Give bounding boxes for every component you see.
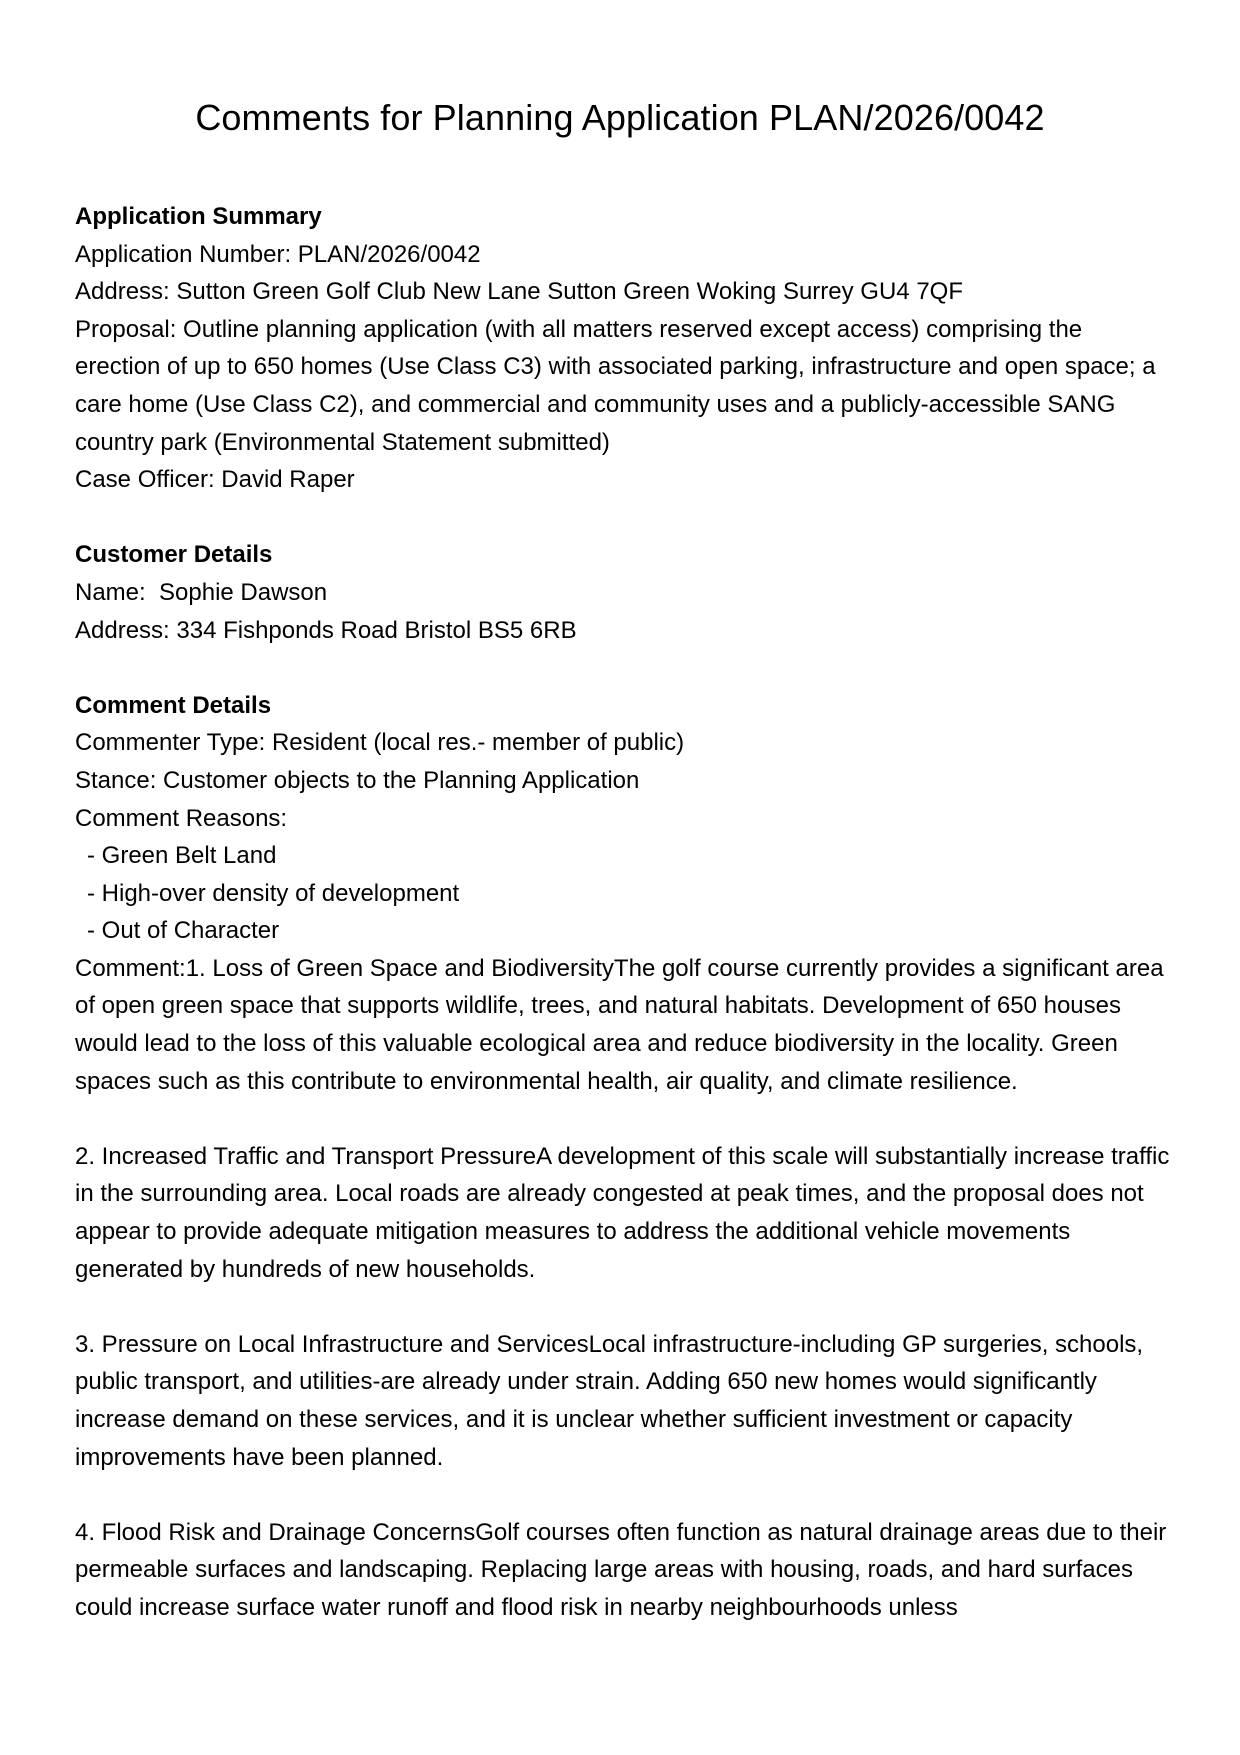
comment-details-heading: Comment Details xyxy=(75,691,272,719)
customer-details-section xyxy=(75,536,1170,649)
customer-address: Address: 334 Fishponds Road Bristol BS5 6RB xyxy=(75,616,577,644)
page-title: Comments for Planning Application PLAN/2026/0042 xyxy=(195,97,1045,138)
comment-paragraph: 3. Pressure on Local Infrastructure and ServicesLocal infrastructure-including GP surgeries, schools, public transport, and utilities-are already under strain. Adding 650 new homes would significantly increase demand on these services, and it is unclear whether sufficient investment or capacity improvements have been planned. xyxy=(75,1330,1144,1471)
customer-name: Name: Sophie Dawson xyxy=(75,578,328,606)
comment-reason: - High-over density of development xyxy=(87,879,460,907)
commenter-type: Commenter Type: Resident (local res.- member of public) xyxy=(75,729,685,757)
comment-paragraph: Comment:1. Loss of Green Space and BiodiversityThe golf course currently provides a significant area of open green space that supports wildlife, trees, and natural habitats. Development of 650 houses would lead to the loss of this valuable ecological area and reduce biodiversity in the locality. Green spaces such as this contribute to environmental health, air quality, and climate resilience. xyxy=(75,954,1164,1095)
application-address: Address: Sutton Green Golf Club New Lane Sutton Green Woking Surrey GU4 7QF xyxy=(75,278,963,306)
comment-reason: - Green Belt Land xyxy=(87,842,277,870)
comment-reasons-label: Comment Reasons: xyxy=(75,804,288,832)
comment-paragraph: 4. Flood Risk and Drainage ConcernsGolf courses often function as natural drainage areas due to their permeable surfaces and landscaping. Replacing large areas with housing, roads, and hard surfaces could increase surface water runoff and flood risk in nearby neighbourhoods unless xyxy=(75,1518,1167,1621)
comment-reason: - Out of Character xyxy=(87,917,280,945)
comment-paragraph: 2. Increased Traffic and Transport PressureA development of this scale will substantially increase traffic in the surrounding area. Local roads are already congested at peak times, and the proposal does not appear to provide adequate mitigation measures to address the additional vehicle movements generated by hundreds of new households. xyxy=(75,1142,1170,1283)
application-summary-heading: Application Summary xyxy=(75,203,322,230)
application-proposal: Proposal: Outline planning application (with all matters reserved except access) comprising the erection of up to 650 homes (Use Class C3) with associated parking, infrastructure and open space; a care home (Use Class C2), and commercial and community uses and a publicly-accessible SANG country park (Environmental Statement submitted) xyxy=(75,315,1156,456)
stance: Stance: Customer objects to the Planning Application xyxy=(75,766,640,794)
customer-details-heading: Customer Details xyxy=(75,541,273,569)
application-number: Application Number: PLAN/2026/0042 xyxy=(75,240,481,268)
application-summary-section xyxy=(75,198,1170,499)
comment-details-section xyxy=(75,687,1170,1627)
document-body xyxy=(75,198,1170,1627)
case-officer: Case Officer: David Raper xyxy=(75,466,355,494)
